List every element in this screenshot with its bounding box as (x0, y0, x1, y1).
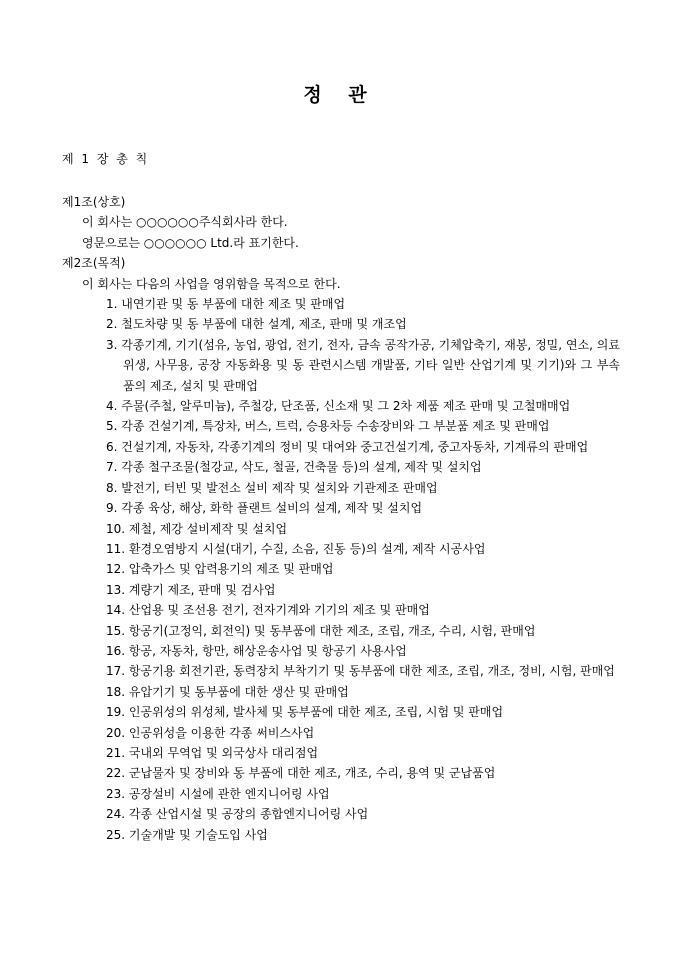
article-2-heading: 제2조(목적) (62, 256, 126, 271)
chapter-heading: 제 1 장 총 칙 (62, 152, 148, 166)
list-item: 7. 각종 철구조물(철강교, 삭도, 철골, 건축물 등)의 설계, 제작 및 설치업 (106, 460, 482, 475)
list-item: 4. 주물(주철, 알루미늄), 주철강, 단조품, 신소재 및 그 2차 제품 제조 판매 및 고철매매업 (106, 399, 571, 414)
list-item: 22. 군납물자 및 장비와 동 부품에 대한 제조, 개조, 수리, 용역 및 군납품업 (106, 766, 496, 781)
list-item: 6. 건설기계, 자동차, 각종기계의 정비 및 대여와 중고건설기계, 중고자동차, 기계류의 판매업 (106, 439, 589, 454)
list-item: 5. 각종 건설기계, 특장차, 버스, 트럭, 승용차등 수송장비와 그 부분품 제조 및 판매업 (106, 419, 550, 434)
list-item: 25. 기술개발 및 기술도입 사업 (106, 827, 268, 842)
list-item: 2. 철도차량 및 동 부품에 대한 설계, 제조, 판매 및 개조업 (106, 317, 407, 332)
business-purpose-list (0, 294, 680, 845)
article-1-heading: 제1조(상호) (62, 195, 126, 209)
list-item: 21. 국내외 무역업 및 외국상사 대리점업 (106, 745, 319, 760)
list-item: 1. 내연기관 및 동 부품에 대한 제조 및 판매업 (106, 297, 346, 312)
document-title: 정 관 (303, 84, 377, 106)
article-1-line: 이 회사는 ○○○○○○주식회사라 한다. (82, 215, 288, 230)
list-item: 20. 인공위성을 이용한 각종 써비스사업 (106, 725, 315, 740)
list-item: 8. 발전기, 터빈 및 발전소 설비 제작 및 설치와 기관제조 판매업 (106, 480, 438, 495)
list-item: 24. 각종 산업시설 및 공장의 종합엔지니어링 사업 (106, 807, 369, 822)
list-item: 12. 압축가스 및 압력용기의 제조 및 판매업 (106, 562, 334, 577)
list-item: 15. 항공기(고정익, 회전익) 및 동부품에 대한 제조, 조립, 개조, 수리, 시험, 판매업 (106, 623, 536, 638)
list-item: 14. 산업용 및 조선용 전기, 전자기계와 기기의 제조 및 판매업 (106, 603, 430, 618)
list-item: 11. 환경오염방지 시설(대기, 수질, 소음, 진동 등)의 설계, 제작 시공사업 (106, 541, 486, 556)
list-item: 17. 항공기용 회전기관, 동력장치 부착기기 및 동부품에 대한 제조, 조립, 개조, 정비, 시험, 판매업 (106, 664, 615, 679)
list-item: 13. 계량기 제조, 판매 및 검사업 (106, 582, 276, 597)
list-item: 3. 각종기계, 기기(섬유, 농업, 광업, 전기, 전자, 금속 공작가공, 기체압축기, 재봉, 정밀, 연소, 의료 위생, 사무용, 공장 자동화용 및 동 관련시스템 개발품, 기타 일반 산업기계 및 기기)와 그 부속품의 제조, 설치 및 판매업 (106, 337, 620, 393)
list-item: 23. 공장설비 시설에 관한 엔지니어링 사업 (106, 786, 330, 801)
list-item: 10. 제철, 제강 설비제작 및 설치업 (106, 521, 288, 536)
list-item: 16. 항공, 자동차, 항만, 해상운송사업 및 항공기 사용사업 (106, 643, 407, 658)
document-body (0, 192, 680, 845)
article-1-line: 영문으로는 ○○○○○○ Ltd.라 표기한다. (82, 235, 299, 250)
article-2-intro: 이 회사는 다음의 사업을 영위함을 목적으로 한다. (82, 276, 341, 291)
list-item: 18. 유압기기 및 동부품에 대한 생산 및 판매업 (106, 684, 349, 699)
list-item: 19. 인공위성의 위성체, 발사체 및 동부품에 대한 제조, 조립, 시험 및 판매업 (106, 705, 504, 720)
list-item: 9. 각종 육상, 해상, 화학 플랜트 설비의 설계, 제작 및 설치업 (106, 501, 423, 516)
